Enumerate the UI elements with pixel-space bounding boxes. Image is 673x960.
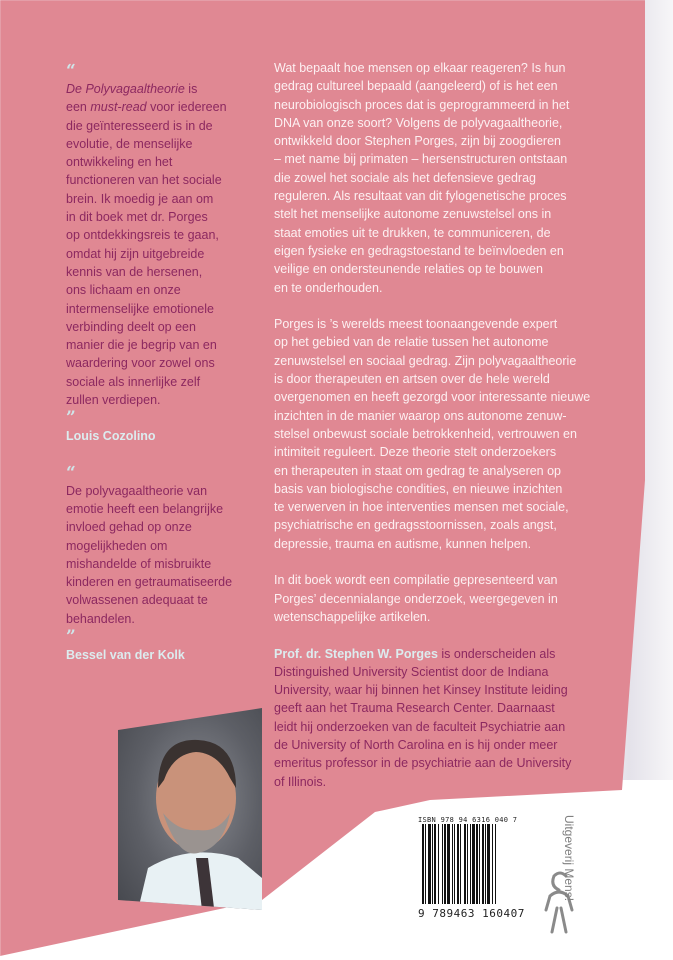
text-line: en te onderhouden. xyxy=(274,280,383,295)
open-quote-icon: “ xyxy=(66,462,76,483)
barcode-bar xyxy=(438,824,439,904)
barcode-bars xyxy=(418,824,530,904)
blurb-paragraph xyxy=(274,571,590,626)
barcode-bar xyxy=(470,824,471,904)
text-line: volwassenen adequaat te xyxy=(66,593,208,608)
text-line: depressie, trauma en autisme, kunnen helpen. xyxy=(274,536,532,551)
text-line: mishandelde of misbruikte xyxy=(66,556,212,571)
quotes-column xyxy=(66,62,232,664)
text-line: Porges’ decennialange onderzoek, weergegeven in xyxy=(274,591,558,606)
text-line: emotie heeft een belangrijke xyxy=(66,501,224,516)
book-title: De Polyvagaaltheorie xyxy=(66,82,185,96)
portrait-illustration xyxy=(118,708,262,910)
barcode-bar xyxy=(479,824,480,904)
text-line: te verwerven in hoe interventies mensen met sociale, xyxy=(274,500,569,515)
quote-cozolino xyxy=(66,62,232,446)
barcode-bar xyxy=(428,824,431,904)
text-line: reguleren. Als resultaat van dit fylogenetische proces xyxy=(274,189,567,204)
text-line: zenuwstelsel en sociaal gedrag. Zijn polyvagaaltheorie xyxy=(274,353,577,368)
barcode-bar xyxy=(464,824,466,904)
text-line: veilige en ondersteunende relaties op te bouwen xyxy=(274,262,543,277)
text-line: DNA van onze soort? Volgens de polyvagaaltheorie, xyxy=(274,115,563,130)
blurb-paragraph xyxy=(274,315,590,553)
text-line: – met name bij primaten – hersenstructuren ontstaan xyxy=(274,152,568,167)
text-line: overgenomen en heeft gezorgd voor interessante nieuwe xyxy=(274,390,591,405)
text-line: ontwikkeld door Stephen Porges, zijn bij zoogdieren xyxy=(274,134,561,149)
text-line: mogelijkheden om xyxy=(66,538,168,553)
text-line: functioneren van het sociale xyxy=(66,173,222,188)
text-line: University, waar hij binnen het Kinsey Institute leiding xyxy=(274,683,568,698)
text-line: en therapeuten in staat om gedrag te analyseren op xyxy=(274,463,562,478)
text-line: Porges is ’s werelds meest toonaangevende expert xyxy=(274,317,558,332)
text-line: psychiatrische en gedragsstoornissen, zoals angst, xyxy=(274,518,557,533)
blurb-column xyxy=(274,59,590,791)
text-line: eigen fysieke en gedragstoestand te beïnvloeden en xyxy=(274,243,564,258)
text-block xyxy=(274,663,590,791)
text-line: manier die je begrip van en xyxy=(66,338,217,353)
text-line: De polyvagaaltheorie van xyxy=(66,483,208,498)
text-line: inzichten in de manier waarop ons autonome zenuw- xyxy=(274,408,567,423)
text-line: evolutie, de menselijke xyxy=(66,136,193,151)
barcode-bar xyxy=(432,824,433,904)
text-line: is door therapeuten en artsen over de hele wereld xyxy=(274,372,550,387)
close-quote-icon: ” xyxy=(66,408,76,429)
barcode-bar xyxy=(452,824,453,904)
barcode-bar xyxy=(425,824,426,904)
text-line: In dit boek wordt een compilatie gepresenteerd van xyxy=(274,573,558,588)
text-line: gedrag cultureel bepaald (aangeleerd) of is het een xyxy=(274,79,558,94)
text: een xyxy=(66,100,91,115)
text-line: kinderen en getraumatiseerde xyxy=(66,575,233,590)
author-name: Prof. dr. Stephen W. Porges xyxy=(274,646,438,661)
text-line: Distinguished University Scientist door de Indiana xyxy=(274,664,549,679)
text-line: ontwikkeling en het xyxy=(66,155,173,170)
text-line: die geïnteresseerd is in de xyxy=(66,118,213,133)
barcode-bar xyxy=(472,824,475,904)
barcode-bar xyxy=(476,824,478,904)
quote-author: Louis Cozolino xyxy=(66,429,156,444)
text-line: basis van biologische condities, en nieuwe inzichten xyxy=(274,481,563,496)
text-line: intermenselijke emotionele xyxy=(66,301,214,316)
text-block xyxy=(66,482,232,628)
text-line: die zowel het sociale als het defensieve gedrag xyxy=(274,170,536,185)
author-bio xyxy=(274,645,590,791)
open-quote-icon: “ xyxy=(66,61,76,81)
quote-author: Bessel van der Kolk xyxy=(66,648,185,663)
text-line xyxy=(274,645,590,663)
text-line: staat emoties uit te drukken, te communiceren, de xyxy=(274,225,551,240)
barcode-bar xyxy=(444,824,446,904)
publisher-name: Uitgeverij Mens! xyxy=(562,815,576,902)
text-line: zullen verdiepen. xyxy=(66,393,161,408)
barcode-bar xyxy=(457,824,459,904)
text-line: in dit boek met dr. Porges xyxy=(66,210,208,225)
barcode-bar xyxy=(460,824,461,904)
isbn-label: ISBN 978 94 6316 040 7 xyxy=(418,816,518,824)
text-line: stelt het menselijke autonome zenuwstelsel ons in xyxy=(274,207,552,222)
text-line: ons lichaam en onze xyxy=(66,283,181,298)
barcode-bar xyxy=(495,824,496,904)
barcode-bar xyxy=(454,824,455,904)
text-line: leidt hij onderzoeken van de faculteit Psychiatrie aan xyxy=(274,719,566,734)
text-line: behandelen. xyxy=(66,611,135,626)
isbn-digits: 9 789463 160407 xyxy=(418,907,525,920)
text-line: Wat bepaalt hoe mensen op elkaar reageren? Is hun xyxy=(274,61,566,75)
text-line: geeft aan het Trauma Research Center. Daarnaast xyxy=(274,701,555,716)
barcode-bar xyxy=(422,824,424,904)
barcode-bar xyxy=(442,824,443,904)
text-line: verbinding deelt op een xyxy=(66,319,196,334)
text-block xyxy=(66,117,232,410)
close-quote-icon: ” xyxy=(66,627,76,648)
text-line: stelsel onbewust sociale betrokkenheid, vertrouwen en xyxy=(274,426,577,441)
text: is onderscheiden als xyxy=(437,646,556,661)
text-line: intimiteit reguleert. Deze theorie stelt onderzoekers xyxy=(274,445,557,460)
barcode xyxy=(418,816,530,920)
quote-van-der-kolk xyxy=(66,464,232,665)
text-line: omdat hij zijn uitgebreide xyxy=(66,246,205,261)
text-line: op het gebied van de relatie tussen het autonome xyxy=(274,335,549,350)
barcode-bar xyxy=(434,824,436,904)
barcode-bar xyxy=(482,824,484,904)
text-line xyxy=(66,80,232,98)
text: must-read xyxy=(90,100,147,115)
text-line: op ontdekkingsreis te gaan, xyxy=(66,228,219,243)
text: is xyxy=(184,82,198,96)
barcode-bar xyxy=(485,824,486,904)
barcode-bar xyxy=(447,824,450,904)
text-line: of Illinois. xyxy=(274,774,327,789)
text-line: brein. Ik moedig je aan om xyxy=(66,191,214,206)
text-line: wetenschappelijke artikelen. xyxy=(274,609,431,624)
blurb-paragraph xyxy=(274,59,590,297)
barcode-bar xyxy=(487,824,490,904)
barcode-bar xyxy=(492,824,493,904)
barcode-bar xyxy=(467,824,468,904)
text-line: neurobiologisch proces dat is geprogrammeerd in het xyxy=(274,97,570,112)
text-line: de University of North Carolina en is hij onder meer xyxy=(274,737,558,752)
author-photo xyxy=(118,708,262,910)
text-line: waardering voor zowel ons xyxy=(66,356,215,371)
text-line xyxy=(66,98,232,116)
text: voor iedereen xyxy=(146,100,227,115)
text-line: sociale als innerlijke zelf xyxy=(66,374,201,389)
text-line: invloed gehad op onze xyxy=(66,520,192,535)
text-line: kennis van de hersenen, xyxy=(66,264,203,279)
text-line: emeritus professor in de psychiatrie aan de University xyxy=(274,756,572,771)
